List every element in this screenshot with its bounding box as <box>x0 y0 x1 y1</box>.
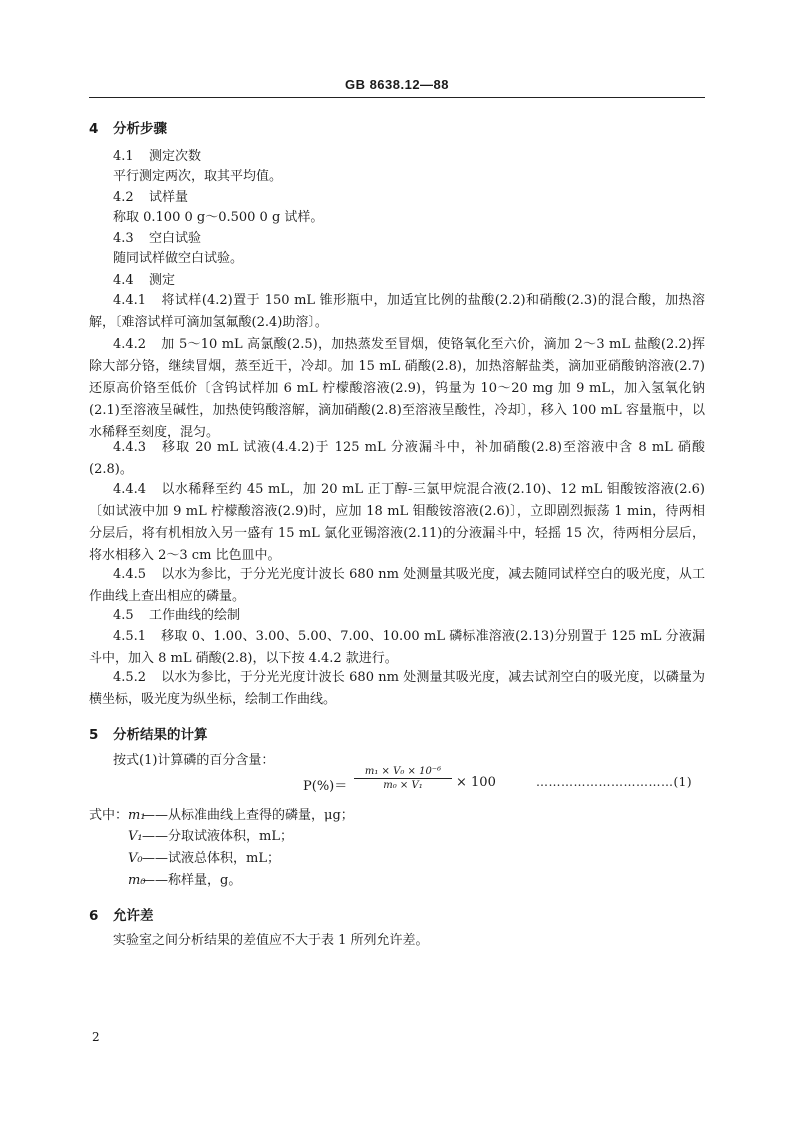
clause-title: 测定 <box>149 273 176 288</box>
definition-symbol: V₀ <box>128 851 143 866</box>
section-title: 允许差 <box>113 908 154 924</box>
formula-intro: 按式(1)计算磷的百分含量： <box>113 753 275 768</box>
formula-numerator: m₁ × V₀ × 10⁻⁶ <box>354 766 452 779</box>
header-rule <box>89 97 705 98</box>
clause-4-4-3 <box>89 437 705 481</box>
clause-4-2-text: 称取 0.100 0 g～0.500 0 g 试样。 <box>113 210 324 225</box>
clause-label: 4.4.3 <box>113 440 147 455</box>
formula-rhs: × 100 <box>456 775 496 790</box>
equation-number: ……………………………(1) <box>536 775 692 789</box>
clause-text: 以水为参比，于分光光度计波长 680 nm 处测量其吸光度，减去随同试样空白的吸光度，从工作曲线上查出相应的磷量。 <box>89 567 705 604</box>
clause-label: 4.5 <box>113 608 134 623</box>
definition-row <box>89 870 241 892</box>
definition-symbol: m₁ <box>128 808 146 823</box>
section-4-heading <box>89 117 167 137</box>
clause-title: 空白试验 <box>149 231 202 246</box>
clause-label: 4.4.4 <box>113 482 147 497</box>
where-label: 式中： <box>89 808 129 823</box>
formula-lhs: P(%)＝ <box>303 779 348 794</box>
page-number: 2 <box>92 1030 100 1044</box>
section-6-text: 实验室之间分析结果的差值应不大于表 1 所列允许差。 <box>113 933 429 948</box>
clause-label: 4.2 <box>113 190 134 205</box>
clause-label: 4.5.1 <box>113 629 147 644</box>
definition-row <box>89 848 280 870</box>
section-number: 6 <box>89 908 99 924</box>
clause-label: 4.3 <box>113 231 134 246</box>
definition-text: ——从标准曲线上查得的磷量，μg； <box>142 808 354 823</box>
clause-4-3-heading <box>89 228 201 250</box>
clause-text: 以水为参比，于分光光度计波长 680 nm 处测量其吸光度，减去试剂空白的吸光度，以磷量为横坐标，吸光度为纵坐标，绘制工作曲线。 <box>89 670 705 707</box>
clause-4-4-5 <box>89 564 705 608</box>
formula-fraction <box>354 766 452 791</box>
clause-text: 以水稀释至约 45 mL，加 20 mL 正丁醇-三氯甲烷混合液(2.10)、12 mL 钼酸铵溶液(2.6)〔如试液中加 9 mL 柠檬酸溶液(2.9)时，应加 18 mL 钼酸铵溶液(2.6)〕，立即剧烈振荡 1 min，待两相分层后，将有机相放入另一盛有 15 mL 氯化亚锡溶液(2.11)的分液漏斗中，轻摇 15 次，待两相分层后，将水相移入 2～3 cm 比色皿中。 <box>89 482 705 563</box>
clause-text: 移取 0、1.00、3.00、5.00、7.00、10.00 mL 磷标准溶液(2.13)分别置于 125 mL 分液漏斗中，加入 8 mL 硝酸(2.8)，以下按 4.4.2 款进行。 <box>89 629 705 666</box>
section-number: 5 <box>89 727 99 743</box>
clause-4-5-1 <box>89 626 705 670</box>
clause-text: 将试样(4.2)置于 150 mL 锥形瓶中，加适宜比例的盐酸(2.2)和硝酸(2.3)的混合酸，加热溶解，〔难溶试样可滴加氢氟酸(2.4)助溶〕。 <box>89 293 705 330</box>
document-header: GB 8638.12—88 <box>344 77 450 92</box>
clause-label: 4.4 <box>113 273 134 288</box>
definition-symbol: m₀ <box>128 873 146 888</box>
clause-label: 4.5.2 <box>113 670 147 685</box>
definition-text: ——分取试液体积，mL； <box>142 829 293 844</box>
clause-4-5-2 <box>89 667 705 711</box>
section-6-heading <box>89 904 154 924</box>
definition-row <box>89 805 354 827</box>
definition-text: ——试液总体积，mL； <box>142 851 280 866</box>
definition-text: ——称样量，g。 <box>142 873 242 888</box>
clause-4-4-1 <box>89 290 705 334</box>
definition-row <box>89 826 293 848</box>
section-title: 分析结果的计算 <box>113 727 208 743</box>
clause-4-1-heading <box>89 146 201 168</box>
definition-symbol: V₁ <box>128 829 143 844</box>
section-5-heading <box>89 723 208 743</box>
formula-denominator: m₀ × V₁ <box>383 780 423 791</box>
clause-4-4-2 <box>89 334 705 444</box>
clause-4-2-heading <box>89 187 188 209</box>
clause-text: 加 5～10 mL 高氯酸(2.5)，加热蒸发至冒烟，使铬氧化至六价，滴加 2～3 mL 盐酸(2.2)挥除大部分铬，继续冒烟，蒸至近干，冷却。加 15 mL 硝酸(2.8)，加热溶解盐类，滴加亚硝酸钠溶液(2.7)还原高价铬至低价〔含钨试样加 6 mL 柠檬酸溶液(2.9)，钨量为 10～20 mg 加 9 mL，加入氢氧化钠(2.1)至溶液呈碱性，加热使钨酸溶解，滴加硝酸(2.8)至溶液呈酸性，冷却〕，移入 100 mL 容量瓶中，以水稀释至刻度，混匀。 <box>89 337 705 440</box>
clause-4-5-heading <box>89 605 240 627</box>
clause-4-4-4 <box>89 479 705 567</box>
clause-label: 4.4.5 <box>113 567 147 582</box>
clause-text: 移取 20 mL 试液(4.4.2)于 125 mL 分液漏斗中，补加硝酸(2.8)至溶液中含 8 mL 硝酸(2.8)。 <box>89 440 705 477</box>
clause-label: 4.4.1 <box>113 293 147 308</box>
clause-title: 测定次数 <box>149 149 202 164</box>
clause-label: 4.1 <box>113 149 134 164</box>
clause-label: 4.4.2 <box>113 337 147 352</box>
clause-title: 试样量 <box>149 190 189 205</box>
clause-4-4-heading <box>89 270 175 292</box>
clause-title: 工作曲线的绘制 <box>149 608 241 623</box>
section-number: 4 <box>89 121 99 137</box>
clause-4-3-text: 随同试样做空白试验。 <box>113 251 244 266</box>
section-title: 分析步骤 <box>113 121 167 137</box>
clause-4-1-text: 平行测定两次，取其平均值。 <box>113 169 283 184</box>
